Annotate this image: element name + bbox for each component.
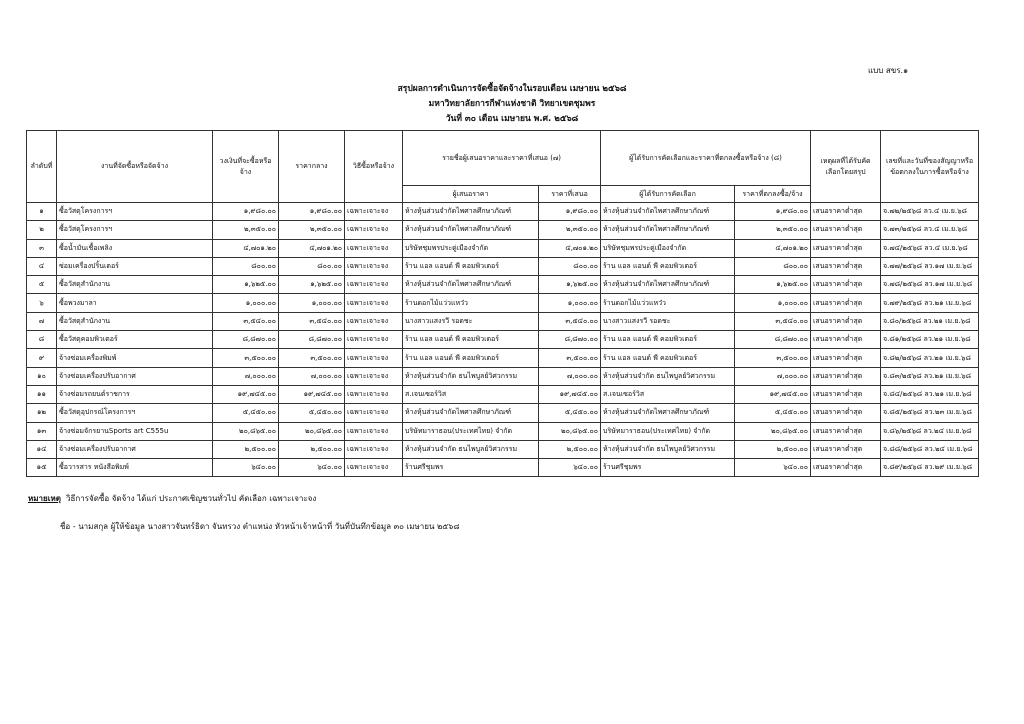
cell-item: ซื้อวัสดุคอมพิวเตอร์ bbox=[57, 331, 213, 349]
cell-contract: จ.๘๐/๒๕๖๘ ลว.๒๑ เม.ย.๖๘ bbox=[881, 312, 979, 330]
cell-price: ๑,๖๒๕.๐๐ bbox=[735, 276, 811, 294]
cell-item: จ้างซ่อมเครื่องพิมพ์ bbox=[57, 349, 213, 367]
cell-budget: ๓,๕๔๐.๐๐ bbox=[213, 312, 279, 330]
cell-no: ๑๕ bbox=[27, 459, 57, 477]
cell-contract: จ.๘๙/๒๕๖๘ ลว.๒๙ เม.ย.๖๘ bbox=[881, 459, 979, 477]
cell-bidder: ห้างหุ้นส่วนจำกัดไพศาลศึกษาภัณฑ์ bbox=[403, 404, 539, 422]
cell-winner: นางสาวแสงรวี รอดชะ bbox=[601, 312, 735, 330]
cell-item: ซื้อวัสดุสำนักงาน bbox=[57, 312, 213, 330]
cell-price: ๔,๗๐๑.๒๐ bbox=[735, 239, 811, 257]
cell-budget: ๔,๗๐๑.๒๐ bbox=[213, 239, 279, 257]
cell-price: ๒๐,๘๖๕.๐๐ bbox=[735, 422, 811, 440]
cell-winner: ห้างหุ้นส่วนจำกัดไพศาลศึกษาภัณฑ์ bbox=[601, 276, 735, 294]
cell-budget: ๑,๐๐๐.๐๐ bbox=[213, 294, 279, 312]
cell-contract: จ.๘๒/๒๕๖๘ ลว.๒๑ เม.ย.๖๘ bbox=[881, 349, 979, 367]
cell-median: ๘,๘๗๐.๐๐ bbox=[279, 331, 345, 349]
cell-winner: ห้างหุ้นส่วนจำกัด ธนไพบูลย์วิศวกรรม bbox=[601, 367, 735, 385]
cell-method: เฉพาะเจาะจง bbox=[345, 459, 403, 477]
cell-median: ๔,๗๐๑.๒๐ bbox=[279, 239, 345, 257]
cell-price: ๒,๓๕๐.๐๐ bbox=[735, 221, 811, 239]
cell-item: ซ่อมเครื่องปริ้นเตอร์ bbox=[57, 257, 213, 275]
report-date: วันที่ ๓๐ เดือน เมษายน พ.ศ. ๒๕๖๘ bbox=[445, 114, 579, 124]
cell-contract: จ.๘๘/๒๕๖๘ ลว.๒๔ เม.ย.๖๘ bbox=[881, 440, 979, 458]
cell-reason: เสนอราคาต่ำสุด bbox=[811, 440, 881, 458]
table-row bbox=[27, 294, 979, 312]
note bbox=[28, 492, 316, 505]
cell-bidder: บริษัทมาราธอน(ประเทศไทย) จำกัด bbox=[403, 422, 539, 440]
cell-bid: ๓,๕๔๐.๐๐ bbox=[539, 312, 601, 330]
cell-reason: เสนอราคาต่ำสุด bbox=[811, 221, 881, 239]
cell-bid: ๓,๕๐๐.๐๐ bbox=[539, 349, 601, 367]
table-row bbox=[27, 276, 979, 294]
header-bidders: รายชื่อผู้เสนอราคาและราคาที่เสนอ (๗) bbox=[403, 131, 601, 186]
cell-method: เฉพาะเจาะจง bbox=[345, 276, 403, 294]
cell-winner: ร้านศรีชุมพร bbox=[601, 459, 735, 477]
cell-no: ๑๐ bbox=[27, 367, 57, 385]
cell-winner: บริษัทชุมพรประดู่เมืองจำกัด bbox=[601, 239, 735, 257]
cell-budget: ๖๔๐.๐๐ bbox=[213, 459, 279, 477]
cell-bidder: นางสาวแสงรวี รอดชะ bbox=[403, 312, 539, 330]
table-row bbox=[27, 367, 979, 385]
cell-budget: ๘,๘๗๐.๐๐ bbox=[213, 331, 279, 349]
cell-no: ๑๔ bbox=[27, 440, 57, 458]
cell-no: ๔ bbox=[27, 257, 57, 275]
cell-median: ๗,๐๐๐.๐๐ bbox=[279, 367, 345, 385]
cell-no: ๖ bbox=[27, 294, 57, 312]
cell-no: ๒ bbox=[27, 221, 57, 239]
cell-contract: จ.๗๗/๒๕๖๘ ลว.๑๗ เม.ย.๖๘ bbox=[881, 257, 979, 275]
cell-method: เฉพาะเจาะจง bbox=[345, 404, 403, 422]
header-winner: ผู้ได้รับการคัดเลือกและราคาที่ตกลงซื้อหรือจ้าง (๘) bbox=[601, 131, 811, 186]
cell-bid: ๒,๕๐๐.๐๐ bbox=[539, 440, 601, 458]
cell-bidder: ส.เจนเซอร์วิส bbox=[403, 385, 539, 403]
table-row bbox=[27, 422, 979, 440]
cell-median: ๖๔๐.๐๐ bbox=[279, 459, 345, 477]
cell-budget: ๒,๓๕๐.๐๐ bbox=[213, 221, 279, 239]
cell-method: เฉพาะเจาะจง bbox=[345, 312, 403, 330]
cell-winner: ห้างหุ้นส่วนจำกัดไพศาลศึกษาภัณฑ์ bbox=[601, 404, 735, 422]
cell-bid: ๒,๓๕๐.๐๐ bbox=[539, 221, 601, 239]
cell-bidder: ห้างหุ้นส่วนจำกัดไพศาลศึกษาภัณฑ์ bbox=[403, 276, 539, 294]
cell-bid: ๕,๔๕๐.๐๐ bbox=[539, 404, 601, 422]
cell-contract: จ.๗๓/๒๕๖๘ ลว.๔ เม.ย.๖๘ bbox=[881, 221, 979, 239]
cell-price: ๘๐๐.๐๐ bbox=[735, 257, 811, 275]
cell-price: ๑๙,๗๔๕.๐๐ bbox=[735, 385, 811, 403]
cell-reason: เสนอราคาต่ำสุด bbox=[811, 459, 881, 477]
cell-bidder: ห้างหุ้นส่วนจำกัด ธนไพบูลย์วิศวกรรม bbox=[403, 440, 539, 458]
header-method: วิธีซื้อหรือจ้าง bbox=[345, 131, 403, 203]
cell-no: ๕ bbox=[27, 276, 57, 294]
table-row bbox=[27, 459, 979, 477]
cell-price: ๒,๕๐๐.๐๐ bbox=[735, 440, 811, 458]
report-title: สรุปผลการดำเนินการจัดซื้อจัดจ้างในรอบเดือน เมษายน ๒๕๖๘ bbox=[397, 84, 627, 94]
cell-winner: ห้างหุ้นส่วนจำกัด ธนไพบูลย์วิศวกรรม bbox=[601, 440, 735, 458]
cell-median: ๓,๕๐๐.๐๐ bbox=[279, 349, 345, 367]
cell-median: ๓,๕๔๐.๐๐ bbox=[279, 312, 345, 330]
cell-no: ๑ bbox=[27, 203, 57, 221]
cell-contract: จ.๘๓/๒๕๖๘ ลว.๒๑ เม.ย.๖๘ bbox=[881, 367, 979, 385]
document-titles bbox=[0, 82, 1024, 127]
cell-price: ๑,๐๐๐.๐๐ bbox=[735, 294, 811, 312]
cell-contract: จ.๘๑/๒๕๖๘ ลว.๒๑ เม.ย.๖๘ bbox=[881, 331, 979, 349]
cell-price: ๓,๕๔๐.๐๐ bbox=[735, 312, 811, 330]
cell-bidder: ร้านดอกไม้แว่วแหว๋ว bbox=[403, 294, 539, 312]
cell-bidder: ห้างหุ้นส่วนจำกัดไพศาลศึกษาภัณฑ์ bbox=[403, 221, 539, 239]
cell-budget: ๑,๖๒๕.๐๐ bbox=[213, 276, 279, 294]
cell-contract: จ.๘๕/๒๕๖๘ ลว.๒๓ เม.ย.๖๘ bbox=[881, 404, 979, 422]
cell-method: เฉพาะเจาะจง bbox=[345, 257, 403, 275]
header-contract: เลขที่และวันที่ของสัญญาหรือข้อตกลงในการซื้อหรือจ้าง bbox=[881, 131, 979, 203]
cell-item: ซื้อวัสดุอุปกรณ์โครงการฯ bbox=[57, 404, 213, 422]
cell-reason: เสนอราคาต่ำสุด bbox=[811, 239, 881, 257]
header-agreed-price: ราคาที่ตกลงซื้อ/จ้าง bbox=[735, 186, 811, 203]
cell-median: ๑,๖๒๕.๐๐ bbox=[279, 276, 345, 294]
cell-bidder: ห้างหุ้นส่วนจำกัดไพศาลศึกษาภัณฑ์ bbox=[403, 203, 539, 221]
cell-method: เฉพาะเจาะจง bbox=[345, 440, 403, 458]
cell-item: จ้างซ่อมเครื่องปรับอากาศ bbox=[57, 367, 213, 385]
cell-price: ๖๔๐.๐๐ bbox=[735, 459, 811, 477]
cell-no: ๘ bbox=[27, 331, 57, 349]
table-row bbox=[27, 203, 979, 221]
cell-bid: ๘,๘๗๐.๐๐ bbox=[539, 331, 601, 349]
cell-method: เฉพาะเจาะจง bbox=[345, 203, 403, 221]
header-bidder-name: ผู้เสนอราคา bbox=[403, 186, 539, 203]
table-row bbox=[27, 331, 979, 349]
cell-budget: ๒,๕๐๐.๐๐ bbox=[213, 440, 279, 458]
cell-method: เฉพาะเจาะจง bbox=[345, 349, 403, 367]
cell-bidder: ร้าน แอล แอนด์ พี คอมพิวเตอร์ bbox=[403, 331, 539, 349]
cell-contract: จ.๗๒/๒๕๖๘ ลว.๔ เม.ย.๖๘ bbox=[881, 203, 979, 221]
cell-budget: ๕,๔๕๐.๐๐ bbox=[213, 404, 279, 422]
cell-reason: เสนอราคาต่ำสุด bbox=[811, 276, 881, 294]
cell-contract: จ.๗๘/๒๕๖๘ ลว.๑๗ เม.ย.๖๘ bbox=[881, 276, 979, 294]
cell-no: ๑๒ bbox=[27, 404, 57, 422]
note-text: วิธีการจัดซื้อ จัดจ้าง ได้แก่ ประกาศเชิญชวนทั่วไป คัดเลือก เฉพาะเจาะจง bbox=[66, 494, 317, 503]
university-name: มหาวิทยาลัยการกีฬาแห่งชาติ วิทยาเขตชุมพร bbox=[428, 99, 596, 109]
cell-reason: เสนอราคาต่ำสุด bbox=[811, 349, 881, 367]
cell-method: เฉพาะเจาะจง bbox=[345, 239, 403, 257]
cell-winner: ร้าน แอล แอนด์ พี คอมพิวเตอร์ bbox=[601, 257, 735, 275]
cell-winner: ร้าน แอล แอนด์ พี คอมพิวเตอร์ bbox=[601, 331, 735, 349]
header-bid-price: ราคาที่เสนอ bbox=[539, 186, 601, 203]
header-winner-name: ผู้ได้รับการคัดเลือก bbox=[601, 186, 735, 203]
cell-median: ๕,๔๕๐.๐๐ bbox=[279, 404, 345, 422]
cell-no: ๑๓ bbox=[27, 422, 57, 440]
cell-median: ๑,๙๘๐.๐๐ bbox=[279, 203, 345, 221]
cell-budget: ๒๐,๘๖๕.๐๐ bbox=[213, 422, 279, 440]
table-body bbox=[27, 203, 979, 477]
cell-budget: ๑,๙๘๐.๐๐ bbox=[213, 203, 279, 221]
cell-bid: ๘๐๐.๐๐ bbox=[539, 257, 601, 275]
cell-price: ๓,๕๐๐.๐๐ bbox=[735, 349, 811, 367]
cell-median: ๒,๓๕๐.๐๐ bbox=[279, 221, 345, 239]
cell-winner: ห้างหุ้นส่วนจำกัดไพศาลศึกษาภัณฑ์ bbox=[601, 221, 735, 239]
cell-method: เฉพาะเจาะจง bbox=[345, 422, 403, 440]
cell-no: ๗ bbox=[27, 312, 57, 330]
header-reason: เหตุผลที่ได้รับคัดเลือกโดยสรุป bbox=[811, 131, 881, 203]
cell-median: ๒,๕๐๐.๐๐ bbox=[279, 440, 345, 458]
cell-bidder: ร้าน แอล แอนด์ พี คอมพิวเตอร์ bbox=[403, 349, 539, 367]
cell-bid: ๑๙,๗๔๕.๐๐ bbox=[539, 385, 601, 403]
cell-bidder: ร้าน แอล แอนด์ พี คอมพิวเตอร์ bbox=[403, 257, 539, 275]
cell-method: เฉพาะเจาะจง bbox=[345, 331, 403, 349]
table-row bbox=[27, 239, 979, 257]
cell-item: ซื้อวัสดุสำนักงาน bbox=[57, 276, 213, 294]
cell-reason: เสนอราคาต่ำสุด bbox=[811, 422, 881, 440]
cell-median: ๑๙,๗๔๕.๐๐ bbox=[279, 385, 345, 403]
cell-reason: เสนอราคาต่ำสุด bbox=[811, 331, 881, 349]
cell-budget: ๓,๕๐๐.๐๐ bbox=[213, 349, 279, 367]
footer-info: ชื่อ - นามสกุล ผู้ให้ข้อมูล นางสาวจันทร์ธิดา จันทรวง ตำแหน่ง หัวหน้าเจ้าหน้าที่ วันที่บันทึกข้อมูล ๓๐ เมษายน ๒๕๖๘ bbox=[60, 522, 460, 531]
table-row bbox=[27, 349, 979, 367]
cell-reason: เสนอราคาต่ำสุด bbox=[811, 404, 881, 422]
cell-winner: ร้านดอกไม้แว่วแหว๋ว bbox=[601, 294, 735, 312]
header-row bbox=[27, 131, 979, 186]
table-row bbox=[27, 257, 979, 275]
cell-budget: ๘๐๐.๐๐ bbox=[213, 257, 279, 275]
cell-price: ๘,๘๗๐.๐๐ bbox=[735, 331, 811, 349]
table-row bbox=[27, 221, 979, 239]
cell-bid: ๑,๙๘๐.๐๐ bbox=[539, 203, 601, 221]
cell-bid: ๒๐,๘๖๕.๐๐ bbox=[539, 422, 601, 440]
cell-method: เฉพาะเจาะจง bbox=[345, 294, 403, 312]
cell-price: ๑,๙๘๐.๐๐ bbox=[735, 203, 811, 221]
cell-reason: เสนอราคาต่ำสุด bbox=[811, 294, 881, 312]
cell-method: เฉพาะเจาะจง bbox=[345, 385, 403, 403]
cell-method: เฉพาะเจาะจง bbox=[345, 367, 403, 385]
cell-item: ซื้อวัสดุโครงการฯ bbox=[57, 203, 213, 221]
cell-bidder: ร้านศรีชุมพร bbox=[403, 459, 539, 477]
cell-winner: ส.เจนเซอร์วิส bbox=[601, 385, 735, 403]
cell-winner: ร้าน แอล แอนด์ พี คอมพิวเตอร์ bbox=[601, 349, 735, 367]
cell-method: เฉพาะเจาะจง bbox=[345, 221, 403, 239]
cell-winner: บริษัทมาราธอน(ประเทศไทย) จำกัด bbox=[601, 422, 735, 440]
table-row bbox=[27, 404, 979, 422]
cell-reason: เสนอราคาต่ำสุด bbox=[811, 203, 881, 221]
table-row bbox=[27, 312, 979, 330]
header-item: งานที่จัดซื้อหรือจัดจ้าง bbox=[57, 131, 213, 203]
cell-bid: ๔,๗๐๑.๒๐ bbox=[539, 239, 601, 257]
cell-reason: เสนอราคาต่ำสุด bbox=[811, 385, 881, 403]
cell-budget: ๑๙,๗๔๕.๐๐ bbox=[213, 385, 279, 403]
cell-item: ซื้อน้ำมันเชื้อเพลิง bbox=[57, 239, 213, 257]
cell-bid: ๗,๐๐๐.๐๐ bbox=[539, 367, 601, 385]
cell-reason: เสนอราคาต่ำสุด bbox=[811, 312, 881, 330]
cell-reason: เสนอราคาต่ำสุด bbox=[811, 257, 881, 275]
header-median: ราคากลาง bbox=[279, 131, 345, 203]
cell-budget: ๗,๐๐๐.๐๐ bbox=[213, 367, 279, 385]
cell-median: ๑,๐๐๐.๐๐ bbox=[279, 294, 345, 312]
note-label: หมายเหตุ bbox=[28, 494, 61, 503]
cell-bid: ๖๔๐.๐๐ bbox=[539, 459, 601, 477]
cell-median: ๘๐๐.๐๐ bbox=[279, 257, 345, 275]
table-row bbox=[27, 385, 979, 403]
header-budget: วงเงินที่จะซื้อหรือจ้าง bbox=[213, 131, 279, 203]
cell-median: ๒๐,๘๖๕.๐๐ bbox=[279, 422, 345, 440]
cell-price: ๗,๐๐๐.๐๐ bbox=[735, 367, 811, 385]
cell-item: จ้างซ่อมเครื่องปรับอากาศ bbox=[57, 440, 213, 458]
cell-bidder: ห้างหุ้นส่วนจำกัด ธนไพบูลย์วิศวกรรม bbox=[403, 367, 539, 385]
table-row bbox=[27, 440, 979, 458]
form-code: แบบ สขร.๑ bbox=[868, 66, 909, 75]
cell-reason: เสนอราคาต่ำสุด bbox=[811, 367, 881, 385]
cell-item: ซื้อพวงมาลา bbox=[57, 294, 213, 312]
cell-item: ซื้อวารสาร หนังสือพิมพ์ bbox=[57, 459, 213, 477]
cell-no: ๑๑ bbox=[27, 385, 57, 403]
cell-no: ๙ bbox=[27, 349, 57, 367]
cell-bid: ๑,๖๒๕.๐๐ bbox=[539, 276, 601, 294]
cell-no: ๓ bbox=[27, 239, 57, 257]
procurement-table bbox=[26, 130, 979, 477]
cell-item: ซื้อวัสดุโครงการฯ bbox=[57, 221, 213, 239]
cell-contract: จ.๘๔/๒๕๖๘ ลว.๒๑ เม.ย.๖๘ bbox=[881, 385, 979, 403]
header-no: ลำดับที่ bbox=[27, 131, 57, 203]
cell-bidder: บริษัทชุมพรประดู่เมืองจำกัด bbox=[403, 239, 539, 257]
cell-contract: จ.๗๔/๒๕๖๘ ลว.๔ เม.ย.๖๘ bbox=[881, 239, 979, 257]
cell-contract: จ.๘๖/๒๕๖๘ ลว.๒๔ เม.ย.๖๘ bbox=[881, 422, 979, 440]
cell-bid: ๑,๐๐๐.๐๐ bbox=[539, 294, 601, 312]
cell-contract: จ.๗๙/๒๕๖๘ ลว.๒๑ เม.ย.๖๘ bbox=[881, 294, 979, 312]
cell-price: ๕,๔๕๐.๐๐ bbox=[735, 404, 811, 422]
cell-item: จ้างซ่อมจักรยานSports art C555u bbox=[57, 422, 213, 440]
cell-winner: ห้างหุ้นส่วนจำกัดไพศาลศึกษาภัณฑ์ bbox=[601, 203, 735, 221]
cell-item: จ้างซ่อมรถยนต์ราชการ bbox=[57, 385, 213, 403]
